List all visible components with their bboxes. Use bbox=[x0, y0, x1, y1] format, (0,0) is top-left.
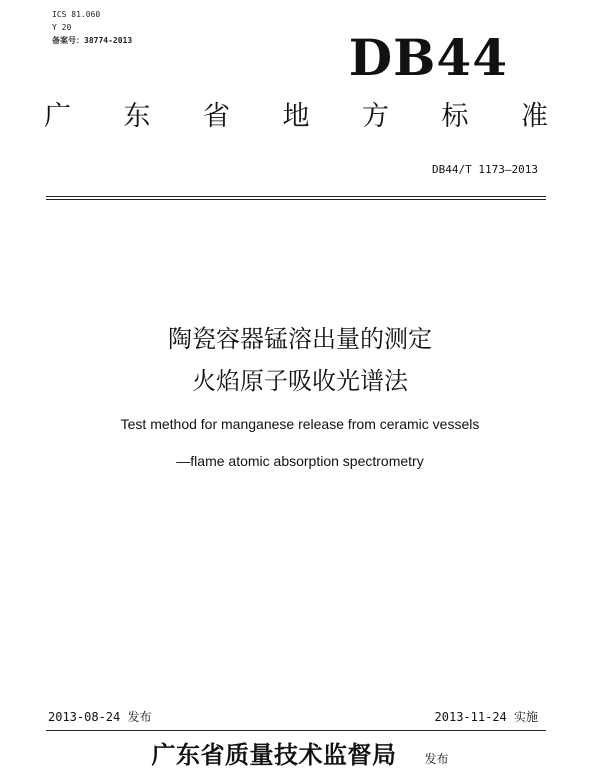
standard-type-char: 东 bbox=[123, 101, 151, 132]
issuer-line bbox=[0, 735, 600, 770]
issuer-name: 广东省质量技术监督局 bbox=[151, 740, 397, 769]
standard-type-char: 地 bbox=[282, 101, 310, 132]
issue-date: 2013-08-24 发布 bbox=[48, 710, 152, 724]
standard-type-char: 方 bbox=[362, 101, 389, 132]
header-divider-secondary bbox=[46, 199, 546, 200]
standard-type-heading bbox=[44, 98, 548, 136]
standard-code-logo: DB44 bbox=[348, 28, 508, 87]
standard-type-char: 广 bbox=[44, 101, 71, 132]
standard-number: DB44/T 1173—2013 bbox=[432, 163, 538, 176]
implementation-date: 2013-11-24 实施 bbox=[434, 710, 538, 724]
title-chinese-line-1: 陶瓷容器锰溶出量的测定 bbox=[168, 325, 432, 353]
footer-divider bbox=[46, 730, 546, 731]
title-english-line-2: —flame atomic absorption spectrometry bbox=[176, 453, 424, 469]
standard-type-char: 准 bbox=[521, 101, 548, 132]
title-english-line-1: Test method for manganese release from ceramic vessels bbox=[120, 416, 480, 432]
standard-type-char: 标 bbox=[441, 101, 469, 132]
standard-type-char: 省 bbox=[203, 101, 230, 132]
category-code: Y 20 bbox=[52, 23, 72, 32]
ics-code: ICS 81.060 bbox=[52, 10, 101, 19]
header-meta bbox=[52, 8, 132, 47]
issuer-suffix: 发布 bbox=[424, 752, 449, 766]
title-chinese-line-2: 火焰原子吸收光谱法 bbox=[192, 367, 408, 395]
filing-number: 备案号：38774-2013 bbox=[52, 36, 133, 45]
header-divider bbox=[46, 196, 546, 197]
